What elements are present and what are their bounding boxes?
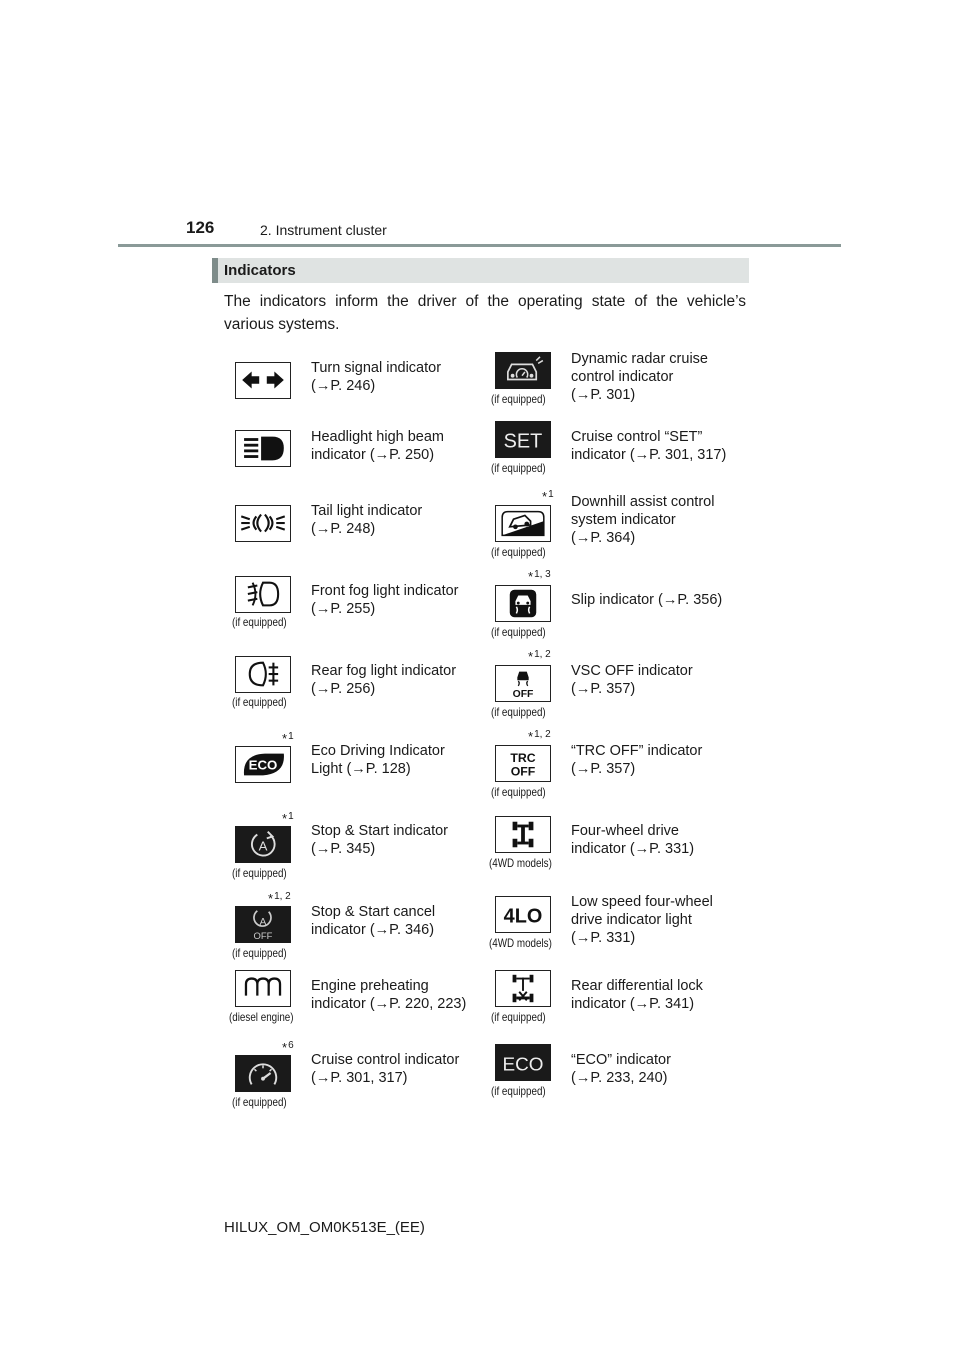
eco-driving-description: Eco Driving Indicator Light (→P. 128) [311,743,445,777]
tail-light-icon [235,505,291,542]
low-speed-4wd-note: (4WD models) [489,936,552,950]
radar-cruise-description: Dynamic radar cruise control indicator (→P. 301) [571,351,708,403]
preheating-icon [235,970,291,1007]
rear-fog-note: (if equipped) [232,695,287,709]
stop-start-description: Stop & Start indicator (→P. 345) [311,823,449,857]
stop-start-note: (if equipped) [232,866,287,880]
cruise-control-footnote: *$^6$ [282,1040,294,1055]
svg-text:TRC: TRC [510,751,536,766]
eco-mode-note: (if equipped) [491,1084,546,1098]
document-code: HILUX_OM_OM0K513E_(EE) [224,1219,425,1236]
header-rule [118,244,841,247]
downhill-assist-note: (if equipped) [491,545,546,559]
downhill-assist-icon [495,505,551,542]
four-wheel-drive-note: (4WD models) [489,856,552,870]
vsc-off-note: (if equipped) [491,705,546,719]
turn-signal-icon [235,362,291,399]
cruise-set-note: (if equipped) [491,461,546,475]
rear-diff-lock-note: (if equipped) [491,1010,546,1024]
svg-text:ECO: ECO [502,1054,544,1076]
rear-diff-lock-icon [495,970,551,1007]
slip-footnote: *$^{1, 3}$ [528,569,551,584]
svg-text:ECO: ECO [248,757,278,773]
eco-mode-description: “ECO” indicator (→P. 233, 240) [571,1052,671,1086]
high-beam-icon [235,430,291,467]
front-fog-light-icon [235,576,291,613]
svg-text:OFF: OFF [253,931,273,942]
slip-description: Slip indicator (→P. 356) [571,592,723,608]
stop-start-icon [235,826,291,863]
four-wheel-drive-description: Four-wheel drive indicator (→P. 331) [571,823,695,857]
cruise-set-description: Cruise control “SET” indicator (→P. 301, 317) [571,429,727,463]
eco-driving-icon [235,746,291,783]
svg-text:A: A [259,916,267,928]
stop-start-cancel-icon [235,906,291,943]
front-fog-note: (if equipped) [232,615,287,629]
trc-off-note: (if equipped) [491,785,546,799]
page-number: 126 [186,218,215,237]
radar-cruise-note: (if equipped) [491,392,546,406]
cruise-control-description: Cruise control indicator (→P. 301, 317) [311,1052,460,1086]
downhill-assist-description: Downhill assist control system indicator (→P. 364) [571,494,715,546]
svg-text:OFF: OFF [510,764,536,779]
vsc-off-description: VSC OFF indicator (→P. 357) [571,663,693,697]
low-speed-4wd-description: Low speed four-wheel drive indicator light (→P. 331) [571,894,713,946]
stop-start-cancel-note: (if equipped) [232,946,287,960]
downhill-assist-footnote: *$^1$ [542,489,554,504]
rear-diff-lock-description: Rear differential lock indicator (→P. 341) [571,978,703,1012]
cruise-control-icon [235,1055,291,1092]
svg-text:4LO: 4LO [503,905,543,928]
eco-driving-footnote: *$^1$ [282,731,294,746]
vsc-off-footnote: *$^{1, 2}$ [528,649,551,664]
trc-off-footnote: *$^{1, 2}$ [528,729,551,744]
section-intro: The indicators inform the driver of the operating state of the vehicle’s various systems. [224,293,746,333]
rear-fog-light-icon [235,656,291,693]
turn-signal-description: Turn signal indicator (→P. 246) [311,360,442,394]
stop-start-cancel-footnote: *$^{1, 2}$ [268,891,291,906]
slip-icon [495,585,551,622]
cruise-control-note: (if equipped) [232,1095,287,1109]
preheating-description: Engine preheating indicator (→P. 220, 223) [311,978,467,1012]
high-beam-description: Headlight high beam indicator (→P. 250) [311,429,445,463]
rear-fog-description: Rear fog light indicator (→P. 256) [311,663,457,697]
vsc-off-icon [495,665,551,702]
low-speed-4wd-icon [495,896,551,933]
four-wheel-drive-icon [495,816,551,853]
front-fog-description: Front fog light indicator (→P. 255) [311,583,459,617]
trc-off-icon [495,745,551,782]
radar-cruise-icon [495,352,551,389]
svg-text:SET: SET [503,430,543,453]
preheating-note: (diesel engine) [229,1010,294,1024]
svg-text:OFF: OFF [512,689,534,701]
slip-note: (if equipped) [491,625,546,639]
svg-text:A: A [258,838,268,854]
section-title: Indicators [224,262,296,279]
stop-start-footnote: *$^1$ [282,811,294,826]
section-heading-accent [212,258,218,283]
stop-start-cancel-description: Stop & Start cancel indicator (→P. 346) [311,904,436,938]
chapter-title: 2. Instrument cluster [260,222,387,238]
cruise-set-icon [495,421,551,458]
eco-mode-icon [495,1044,551,1081]
trc-off-description: “TRC OFF” indicator (→P. 357) [571,743,703,777]
tail-light-description: Tail light indicator (→P. 248) [311,503,423,537]
